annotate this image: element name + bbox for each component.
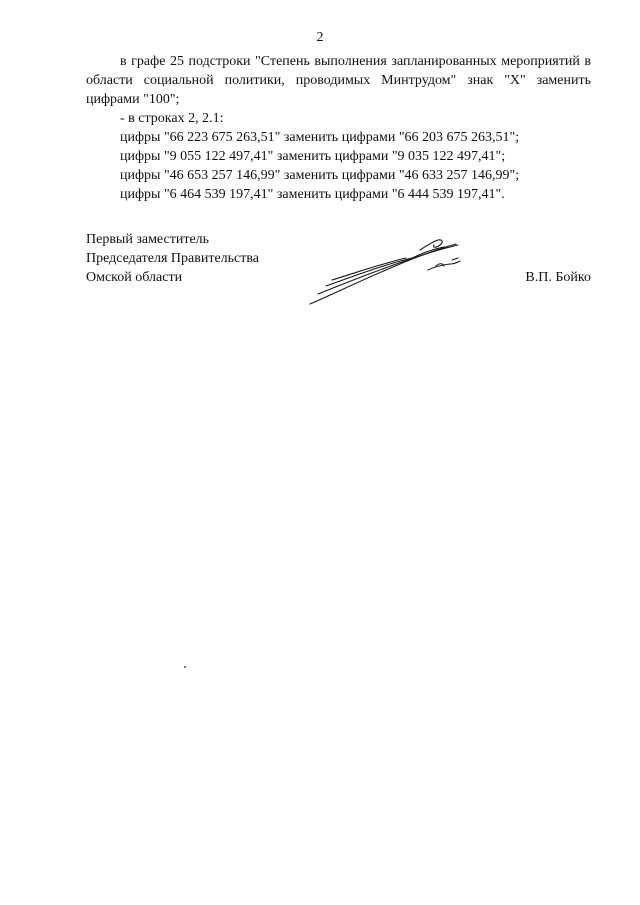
signature-block <box>86 230 591 310</box>
signer-title-line-3: Омской области <box>86 270 183 285</box>
paragraph-column-25: в графе 25 подстроки "Степень выполнения запланированных мероприятий в области социальной политики, проводимых Минтрудом" знак "Х" заменить цифрами "100"; <box>86 54 591 107</box>
line-replacement-4: цифры "6 464 539 197,41" заменить цифрами "6 444 539 197,41". <box>120 187 505 202</box>
signer-title-line-1: Первый заместитель <box>86 232 210 247</box>
line-replacement-1: цифры "66 223 675 263,51" заменить цифрами "66 203 675 263,51"; <box>120 130 520 145</box>
line-replacement-3: цифры "46 653 257 146,99" заменить цифрами "46 633 257 146,99"; <box>120 168 520 183</box>
line-rows-heading: - в строках 2, 2.1: <box>120 111 224 126</box>
document-body <box>86 52 591 204</box>
scan-dot-mark <box>184 666 186 668</box>
signer-name: В.П. Бойко <box>525 270 591 285</box>
handwritten-signature <box>308 236 468 308</box>
line-replacement-2: цифры "9 055 122 497,41" заменить цифрами "9 035 122 497,41"; <box>120 149 506 164</box>
signer-title <box>86 230 259 287</box>
page-number: 2 <box>316 30 324 45</box>
signer-title-line-2: Председателя Правительства <box>86 251 260 266</box>
